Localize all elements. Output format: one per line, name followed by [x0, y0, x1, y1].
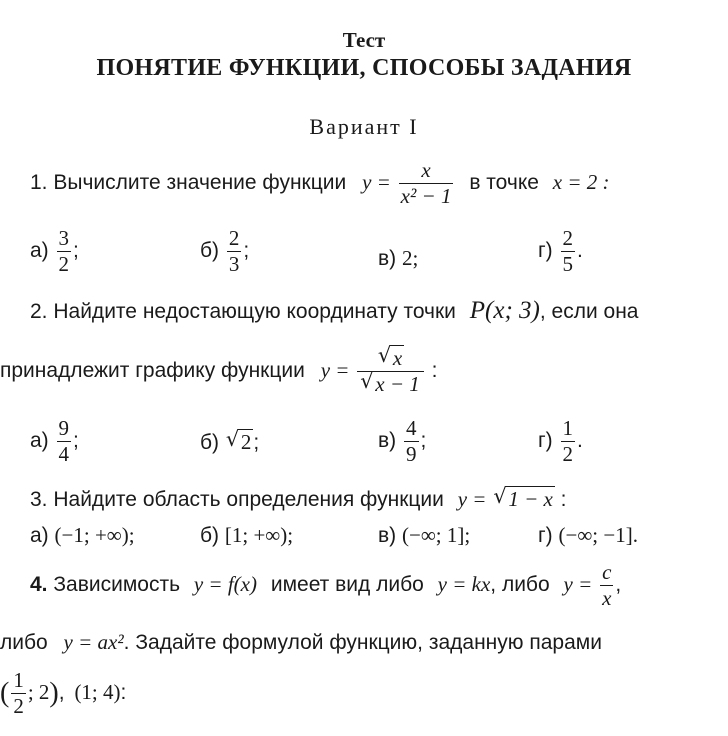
- y-equals: y =: [563, 572, 593, 597]
- numerator: 1: [562, 416, 573, 440]
- radicand: 1 − x: [508, 487, 553, 511]
- q3-option-c: [378, 523, 470, 548]
- y-equals: y =: [457, 487, 487, 511]
- colon: :: [431, 359, 438, 383]
- point-value: x = 2 :: [552, 170, 610, 195]
- question-text: Зависимость: [53, 573, 181, 597]
- colon: :: [120, 681, 127, 705]
- formula-c-over-x: [600, 562, 613, 609]
- numerator: 4: [406, 416, 417, 440]
- denominator: 2: [58, 252, 70, 276]
- y-equals: y =: [362, 170, 391, 195]
- question-text: Вычислите значение функции: [53, 171, 347, 195]
- question-number: 3.: [30, 488, 48, 511]
- sqrt-sign: [378, 348, 404, 369]
- q1-option-b: [200, 228, 249, 275]
- numerator: c: [602, 560, 612, 584]
- option-fraction: [561, 228, 576, 275]
- sqrt-sign: [226, 430, 254, 455]
- option-suffix: ;: [73, 429, 79, 453]
- question-text: либо: [0, 631, 48, 654]
- question-2-line-2: [0, 348, 437, 395]
- colon: :: [560, 488, 567, 511]
- option-fraction: [57, 418, 72, 465]
- q2-option-b: [200, 430, 259, 455]
- option-label: в): [378, 524, 397, 547]
- question-text: принадлежит графику функции: [0, 359, 305, 383]
- function-fraction: [399, 160, 454, 207]
- option-label: а): [30, 239, 49, 263]
- at-point-text: в точке: [469, 171, 539, 195]
- option-suffix: .: [577, 239, 583, 263]
- option-label: г): [538, 524, 553, 547]
- option-value: (−∞; −1].: [558, 523, 638, 547]
- option-label: г): [538, 429, 553, 453]
- pair-1-fraction: [11, 670, 26, 717]
- question-3: [30, 487, 567, 512]
- question-2-line-1: [30, 297, 638, 325]
- formula-ax2: y = ax²: [63, 630, 124, 654]
- option-suffix: ;: [243, 239, 250, 263]
- question-number: 4.: [30, 573, 48, 597]
- y-equals: y =: [320, 358, 350, 383]
- option-value: [1; +∞);: [224, 523, 294, 547]
- option-label: б): [200, 524, 220, 547]
- denominator: 2: [562, 442, 573, 466]
- option-suffix: ;: [420, 429, 427, 453]
- question-4-line-2: [0, 630, 602, 655]
- pair-separator: ,: [58, 681, 65, 705]
- denominator: 4: [58, 442, 70, 466]
- q1-option-a: [30, 228, 79, 275]
- denominator: 9: [406, 442, 417, 466]
- numerator: 1: [13, 668, 24, 692]
- option-fraction: [57, 228, 72, 275]
- option-suffix: ;: [253, 431, 260, 454]
- right-paren: ): [49, 677, 59, 709]
- question-4-line-3: [0, 670, 126, 717]
- comma: ,: [615, 573, 622, 597]
- sqrt-sign: [493, 487, 555, 512]
- question-text: имеет вид либо: [270, 573, 424, 597]
- option-suffix: .: [577, 429, 583, 453]
- test-label: Тест: [342, 28, 386, 52]
- option-value: (−1; +∞);: [54, 523, 135, 547]
- option-label: г): [538, 239, 553, 263]
- left-paren: (: [0, 677, 10, 709]
- numerator: 9: [58, 416, 70, 440]
- q3-option-d: [538, 523, 638, 548]
- option-label: а): [30, 429, 49, 453]
- numerator: 2: [562, 226, 573, 250]
- page-title: ПОНЯТИЕ ФУНКЦИИ, СПОСОБЫ ЗАДАНИЯ: [96, 55, 632, 81]
- pair-2: (1; 4): [74, 680, 121, 705]
- numerator: 3: [58, 226, 70, 250]
- denominator: x² − 1: [400, 184, 452, 208]
- question-text: , либо: [490, 573, 550, 597]
- question-1: [30, 160, 610, 207]
- variant-heading: Вариант I: [309, 114, 419, 139]
- point-p: P(x; 3): [469, 297, 540, 324]
- question-4-line-1: [30, 562, 621, 609]
- question-number: 2.: [30, 300, 48, 323]
- numerator: x: [421, 158, 431, 182]
- function-fraction: [357, 348, 424, 395]
- denominator: x: [602, 586, 612, 610]
- q1-option-d: [538, 228, 583, 275]
- formula-kx: y = kx: [437, 572, 491, 597]
- option-value: (−∞; 1];: [402, 523, 471, 547]
- numerator: [375, 348, 406, 371]
- option-value: 2;: [402, 246, 419, 270]
- option-label: б): [200, 431, 220, 454]
- sqrt-sign: [360, 374, 422, 395]
- q2-option-d: [538, 418, 583, 465]
- option-fraction: [227, 228, 242, 275]
- question-number: 1.: [30, 171, 48, 195]
- q1-option-c: [378, 246, 418, 271]
- q2-option-c: [378, 418, 426, 465]
- question-text-tail: , если она: [539, 300, 639, 323]
- pair-1-rest: ; 2: [27, 680, 50, 705]
- radicand: x: [392, 346, 403, 370]
- option-fraction: [561, 418, 576, 465]
- q2-option-a: [30, 418, 79, 465]
- q3-option-b: [200, 523, 293, 548]
- q3-option-a: [30, 523, 135, 548]
- denominator: 3: [228, 252, 240, 276]
- option-label: а): [30, 524, 49, 547]
- option-label: в): [378, 247, 397, 270]
- formula-f: y = f(x): [193, 572, 257, 597]
- denominator: 2: [13, 694, 24, 718]
- denominator: [357, 371, 424, 395]
- radicand: x − 1: [375, 372, 420, 396]
- question-text: . Задайте формулой функцию, заданную парами: [123, 631, 602, 654]
- question-text: Найдите недостающую координату точки: [53, 300, 456, 323]
- question-text: Найдите область определения функции: [53, 488, 444, 511]
- option-suffix: ;: [73, 239, 79, 263]
- option-fraction: [404, 418, 419, 465]
- radicand: 2: [240, 430, 252, 454]
- option-label: в): [378, 429, 397, 453]
- numerator: 2: [228, 226, 240, 250]
- option-label: б): [200, 239, 220, 263]
- denominator: 5: [562, 252, 573, 276]
